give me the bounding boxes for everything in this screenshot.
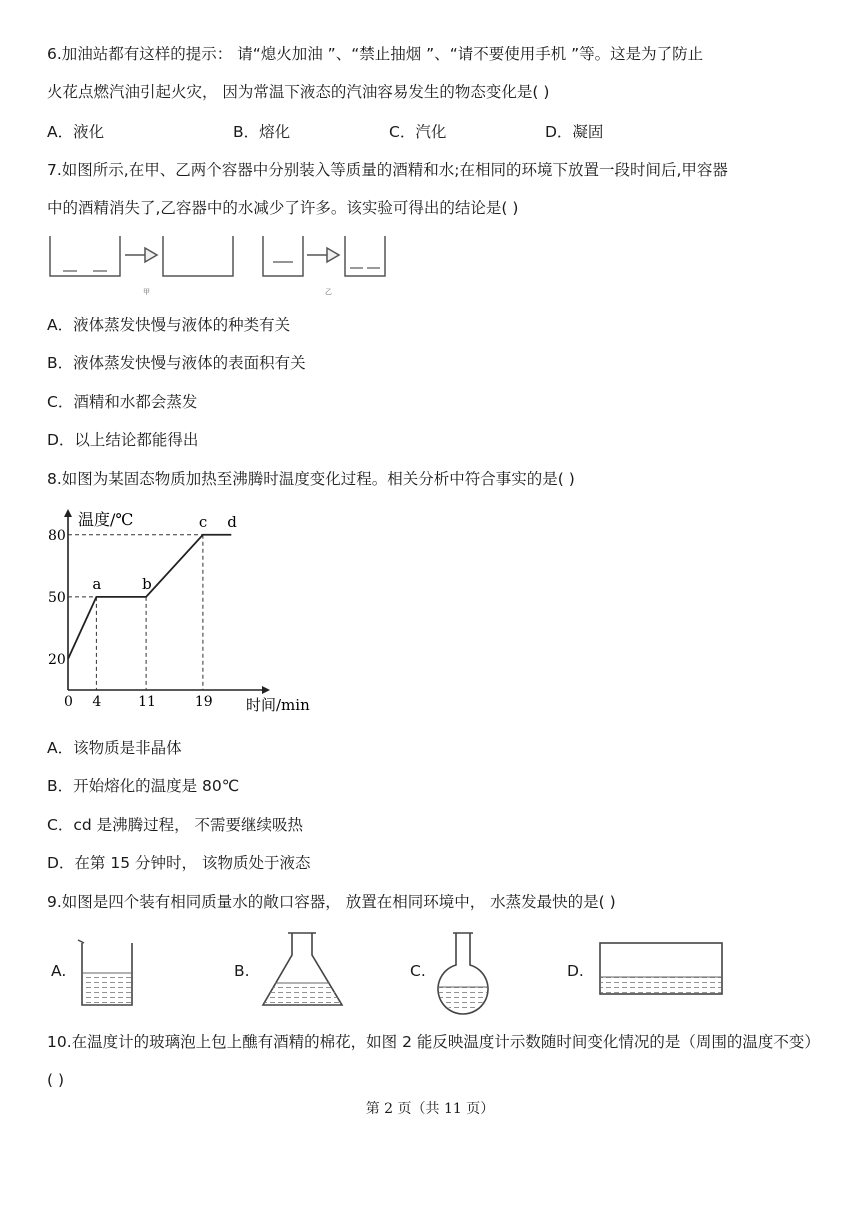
q7-containers-figure — [45, 228, 395, 300]
x-tick-11: 11 — [138, 694, 156, 710]
q7-option-c: C．酒精和水都会蒸发 — [47, 393, 198, 411]
q8-option-d: D．在第 15 分钟时， 该物质处于液态 — [47, 854, 311, 872]
q8-option-c: C．cd 是沸腾过程， 不需要继续吸热 — [47, 816, 304, 834]
q7-stem-line1: 7.如图所示,在甲、乙两个容器中分别装入等质量的酒精和水;在相同的环境下放置一段时间后,甲容器 — [47, 161, 728, 179]
q9-stem: 9.如图是四个装有相同质量水的敞口容器， 放置在相同环境中， 水蒸发最快的是( ) — [47, 893, 616, 911]
q9-label-d: D. — [567, 962, 584, 980]
q6-option-b: B．熔化 — [233, 123, 291, 141]
q9-label-a: A. — [51, 962, 67, 980]
container-jia-after — [163, 236, 233, 276]
q9-containers-figure — [70, 925, 730, 1020]
x-axis-label: 时间/min — [246, 696, 310, 714]
point-label-a: a — [92, 574, 102, 593]
x-tick-0: 0 — [64, 694, 73, 710]
page-footer: 第 2 页（共 11 页） — [365, 1101, 495, 1117]
x-tick-19: 19 — [194, 694, 213, 710]
beaker-icon — [78, 940, 132, 1005]
q8-option-a: A．该物质是非晶体 — [47, 739, 182, 757]
q6-stem-line1: 6.加油站都有这样的提示： 请“熄火加油 ”、“禁止抽烟 ”、“请不要使用手机 ”等。这是为了防止 — [47, 45, 704, 63]
x-tick-4: 4 — [92, 694, 102, 710]
q10-stem: 10.在温度计的玻璃泡上包上醮有酒精的棉花，如图 2 能反映温度计示数随时间变化情况的是（周围的温度不变）( ) — [47, 1033, 813, 1089]
q7-option-a: A．液体蒸发快慢与液体的种类有关 — [47, 316, 291, 334]
y-tick-80: 80 — [48, 527, 66, 544]
q6-option-a: A．液化 — [47, 123, 105, 141]
y-tick-20: 20 — [48, 651, 66, 668]
round-flask-icon — [438, 933, 488, 1014]
y-tick-50: 50 — [48, 589, 66, 606]
q7-stem-line2: 中的酒精消失了,乙容器中的水减少了许多。该实验可得出的结论是( ) — [47, 199, 519, 217]
container-yi-before — [263, 236, 303, 276]
label-jia: 甲 — [143, 288, 150, 296]
q8-stem: 8.如图为某固态物质加热至沸腾时温度变化过程。相关分析中符合事实的是( ) — [47, 470, 575, 488]
q9-label-b: B. — [234, 962, 250, 980]
y-axis-label: 温度/℃ — [78, 510, 134, 529]
container-yi-after — [345, 236, 385, 276]
arrow-icon-2 — [307, 248, 339, 262]
label-yi: 乙 — [325, 288, 332, 296]
q6-option-d: D．凝固 — [545, 123, 604, 141]
q6-stem-line2: 火花点燃汽油引起火灾， 因为常温下液态的汽油容易发生的物态变化是( ) — [47, 83, 550, 101]
shallow-basin-icon — [600, 943, 722, 994]
container-jia-before — [50, 236, 120, 276]
point-label-c: c — [198, 512, 208, 531]
q8-option-b: B．开始熔化的温度是 80℃ — [47, 777, 240, 795]
q9-label-c: C. — [410, 962, 426, 980]
x-axis-arrow — [262, 686, 270, 694]
point-label-b: b — [142, 574, 152, 593]
arrow-icon — [125, 248, 157, 262]
q8-temperature-chart — [40, 505, 340, 715]
point-label-d: d — [227, 512, 237, 531]
q7-option-d: D．以上结论都能得出 — [47, 431, 199, 449]
conical-flask-icon — [263, 933, 342, 1005]
q6-option-c: C．汽化 — [389, 123, 447, 141]
y-axis-arrow — [64, 509, 72, 517]
q7-option-b: B．液体蒸发快慢与液体的表面积有关 — [47, 354, 306, 372]
